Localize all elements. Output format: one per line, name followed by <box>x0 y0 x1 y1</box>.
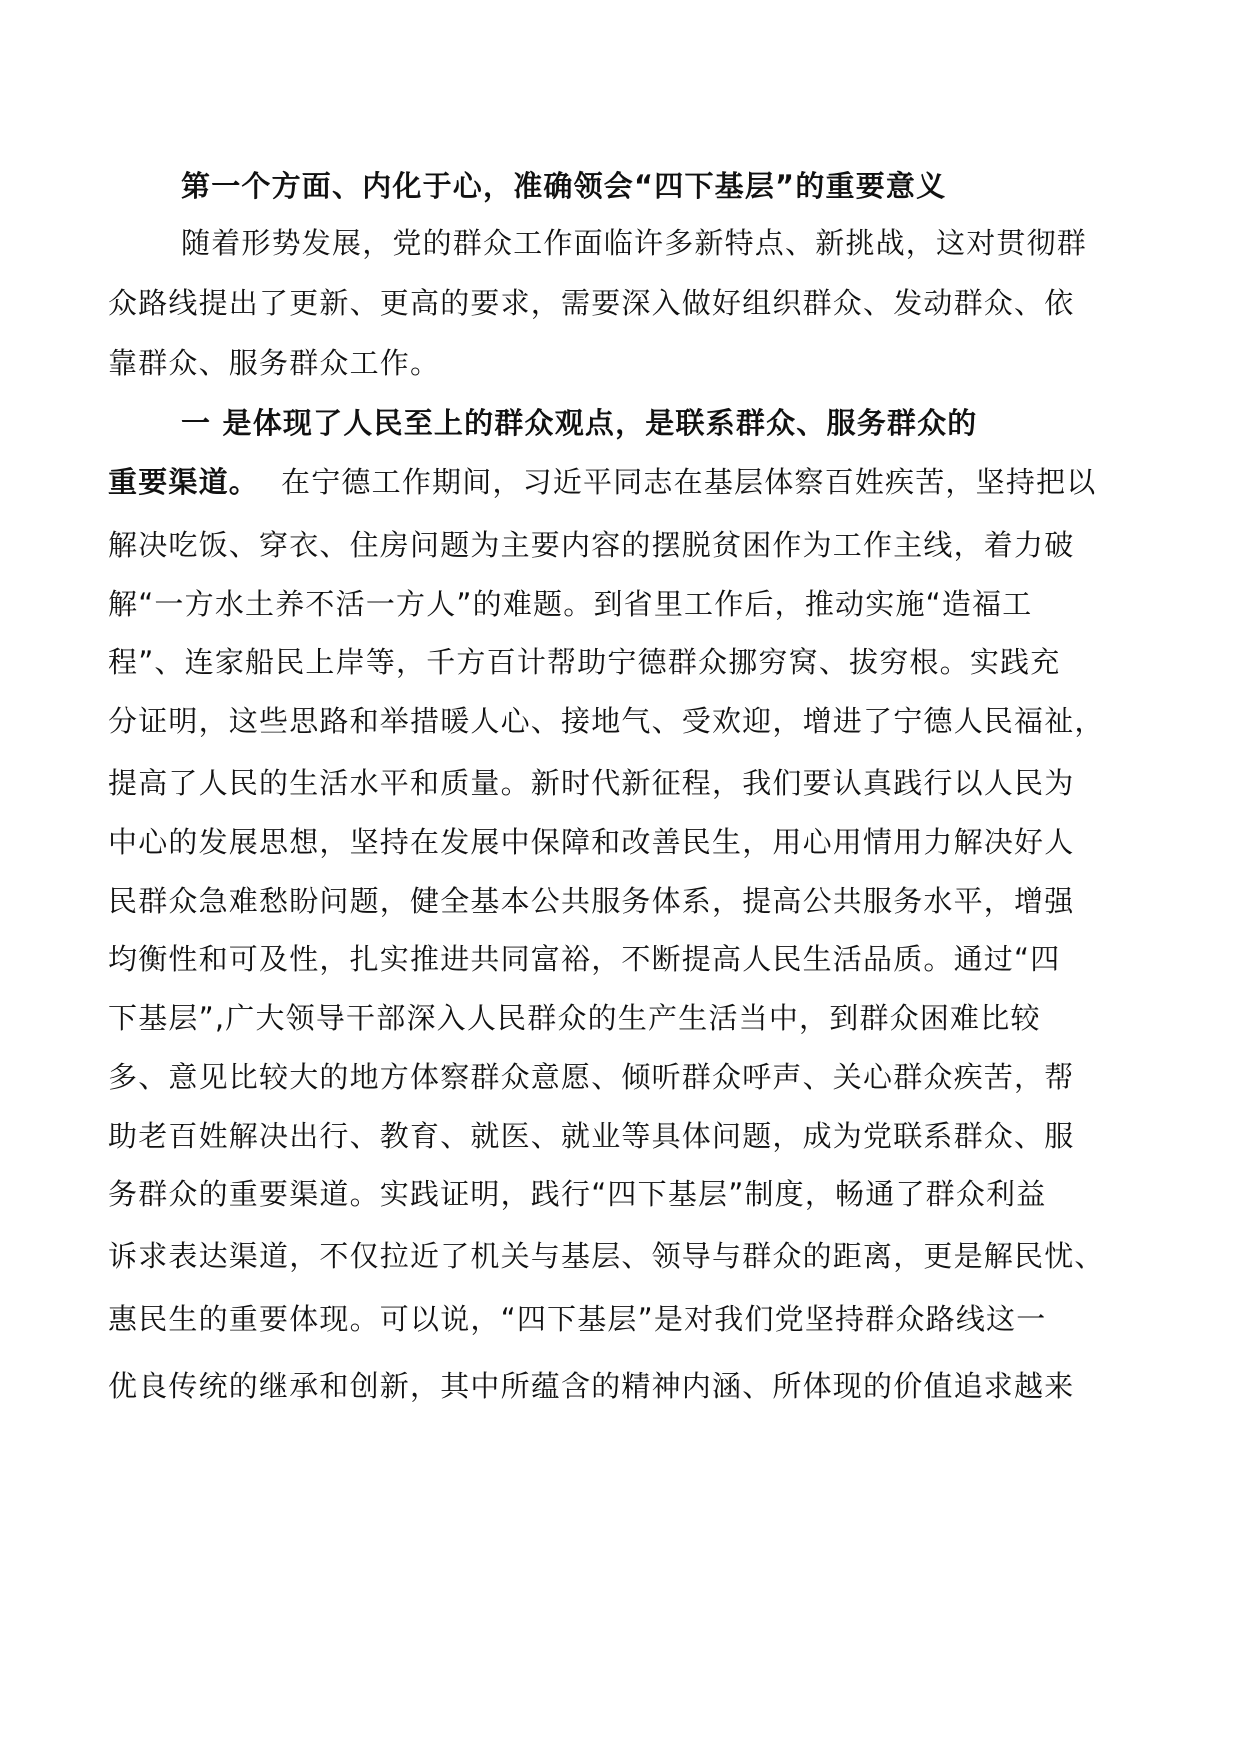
body-line: 民群众急难愁盼问题，健全基本公共服务体系，提高公共服务水平，增强 <box>108 884 1075 918</box>
point-one-text: 在宁德工作期间，习近平同志在基层体察百姓疾苦，坚持把以 <box>281 465 1097 499</box>
point-one-title-end: 重要渠道。 <box>108 465 260 499</box>
body-line: 优良传统的继承和创新，其中所蕴含的精神内涵、所体现的价值追求越来 <box>108 1369 1075 1403</box>
body-line: 分证明，这些思路和举措暖人心、接地气、受欢迎，增进了宁德人民福祉， <box>108 704 1105 738</box>
intro-line: 众路线提出了更新、更高的要求，需要深入做好组织群众、发动群众、依 <box>108 286 1075 320</box>
body-line: 多、意见比较大的地方体察群众意愿、倾听群众呼声、关心群众疾苦，帮 <box>108 1060 1075 1094</box>
body-line: 中心的发展思想，坚持在发展中保障和改善民生，用心用情用力解决好人 <box>108 825 1075 859</box>
body-line: 助老百姓解决出行、教育、就医、就业等具体问题，成为党联系群众、服 <box>108 1119 1075 1153</box>
body-line: 均衡性和可及性，扎实推进共同富裕，不断提高人民生活品质。通过“四 <box>108 942 1061 976</box>
body-line: 程”、连家船民上岸等，千方百计帮助宁德群众挪穷窝、拔穷根。实践充 <box>108 645 1061 679</box>
section-heading: 第一个方面、内化于心，准确领会“四下基层”的重要意义 <box>181 169 947 203</box>
body-line: 解决吃饭、穿衣、住房问题为主要内容的摆脱贫困作为工作主线，着力破 <box>108 528 1075 562</box>
body-line: 务群众的重要渠道。实践证明，践行“四下基层”制度，畅通了群众利益 <box>108 1177 1047 1211</box>
body-line: 提高了人民的生活水平和质量。新时代新征程，我们要认真践行以人民为 <box>108 766 1075 800</box>
body-line: 惠民生的重要体现。可以说，“四下基层”是对我们党坚持群众路线这一 <box>108 1302 1047 1336</box>
point-one-first-line <box>108 462 1096 502</box>
body-line: 诉求表达渠道，不仅拉近了机关与基层、领导与群众的距离，更是解民忧、 <box>108 1239 1105 1273</box>
intro-line: 随着形势发展，党的群众工作面临许多新特点、新挑战，这对贯彻群 <box>181 226 1088 260</box>
body-line: 下基层”,广大领导干部深入人民群众的生产生活当中，到群众困难比较 <box>108 1001 1041 1035</box>
intro-line: 靠群众、服务群众工作。 <box>108 346 441 380</box>
body-line: 解“一方水土养不活一方人”的难题。到省里工作后，推动实施“造福工 <box>108 587 1033 621</box>
point-one-title: 一 是体现了人民至上的群众观点，是联系群众、服务群众的 <box>181 406 978 440</box>
